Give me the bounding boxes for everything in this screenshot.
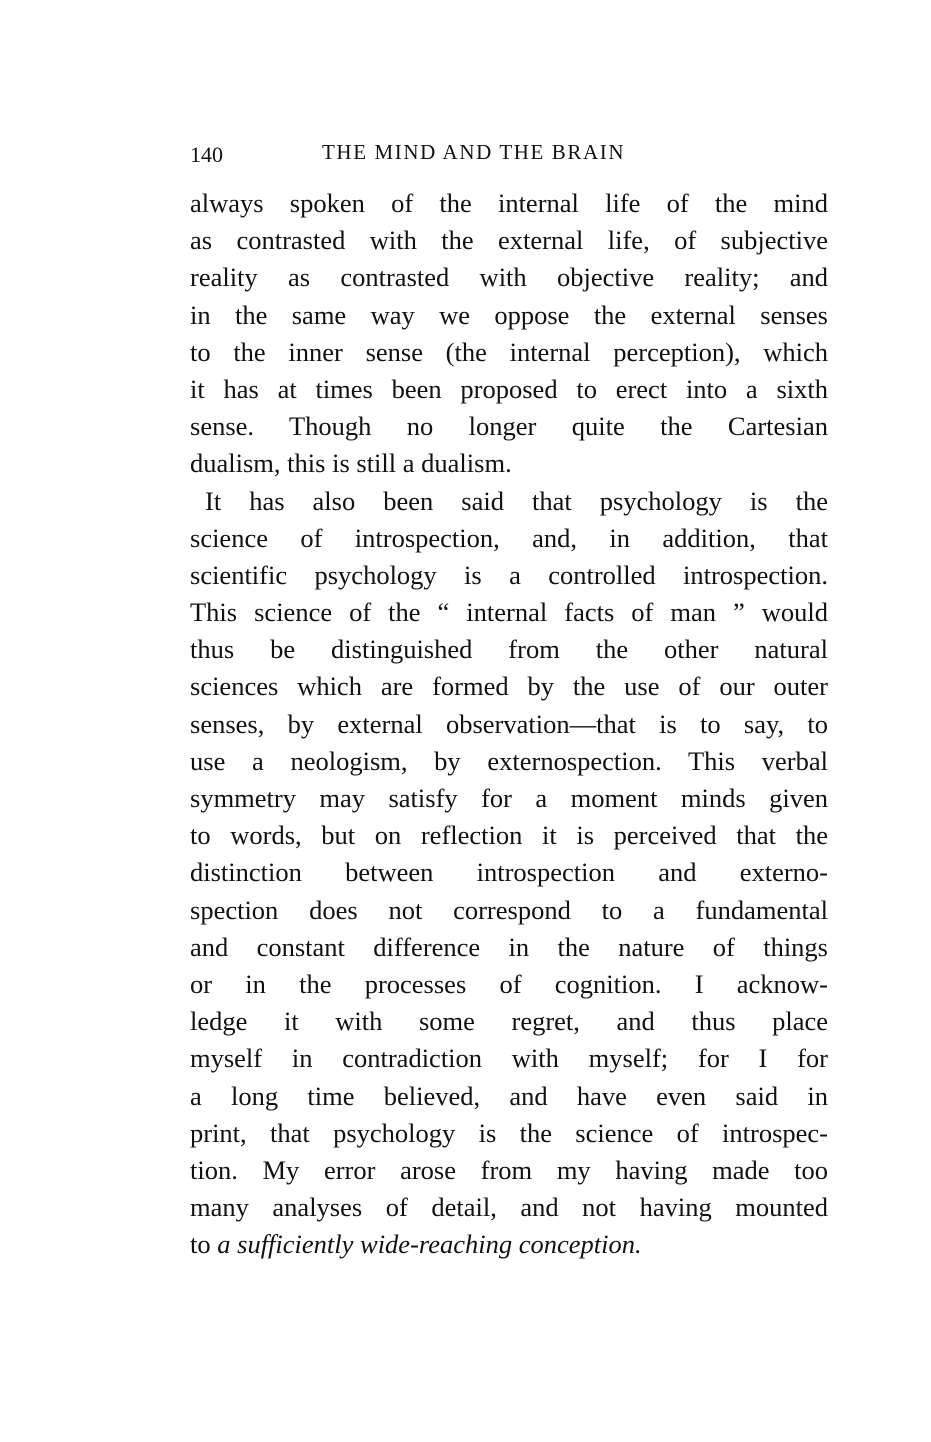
paragraph bbox=[190, 483, 828, 1264]
text-line: always spoken of the internal life of the mind bbox=[190, 188, 828, 218]
text-line: or in the processes of cognition. I acknow- bbox=[190, 968, 828, 999]
text-line: to words, but on reflection it is perceived that the bbox=[190, 820, 828, 851]
text-line: distinction between introspection and externo- bbox=[190, 857, 828, 888]
text-line: to the inner sense (the internal perception), which bbox=[190, 336, 828, 367]
running-head bbox=[190, 140, 828, 170]
body-text bbox=[190, 185, 828, 1263]
text-line: print, that psychology is the science of introspec- bbox=[190, 1117, 828, 1148]
text-line: myself in contradiction with myself; for I for bbox=[190, 1043, 828, 1074]
text-line: reality as contrasted with objective reality; and bbox=[190, 262, 828, 293]
text-line: thus be distinguished from the other natural bbox=[190, 634, 828, 665]
text-line: a long time believed, and have even said in bbox=[190, 1080, 828, 1111]
text-line: as contrasted with the external life, of subjective bbox=[190, 225, 828, 256]
text-line: symmetry may satisfy for a moment minds given bbox=[190, 783, 828, 813]
text-line: tion. My error arose from my having made too bbox=[190, 1154, 828, 1185]
text-line: It has also been said that psychology is the bbox=[205, 485, 828, 516]
text-line-prefix: to bbox=[190, 1229, 218, 1260]
text-line: in the same way we oppose the external senses bbox=[190, 299, 828, 330]
text-line: spection does not correspond to a fundamental bbox=[190, 894, 828, 925]
paragraph bbox=[190, 185, 828, 483]
text-line: many analyses of detail, and not having mounted bbox=[190, 1192, 828, 1223]
text-line: science of introspection, and, in addition, that bbox=[190, 522, 828, 553]
text-line: use a neologism, by externospection. This verbal bbox=[190, 745, 828, 776]
page-number: 140 bbox=[190, 142, 223, 167]
text-line: and constant difference in the nature of things bbox=[190, 931, 828, 962]
text-line: scientific psychology is a controlled introspection. bbox=[190, 559, 828, 590]
text-line bbox=[190, 1226, 828, 1263]
text-line: This science of the “ internal facts of man ” would bbox=[190, 597, 828, 628]
text-line: sense. Though no longer quite the Cartesian bbox=[190, 411, 828, 442]
text-line: sciences which are formed by the use of our outer bbox=[190, 671, 828, 702]
running-title: THE MIND AND THE BRAIN bbox=[322, 140, 626, 164]
italic-phrase: a sufficiently wide-reaching conception. bbox=[217, 1229, 642, 1260]
text-line: senses, by external observation—that is to say, to bbox=[190, 708, 828, 739]
text-line: dualism, this is still a dualism. bbox=[190, 448, 512, 479]
text-line: ledge it with some regret, and thus place bbox=[190, 1006, 828, 1037]
text-line: it has at times been proposed to erect into a sixth bbox=[190, 373, 828, 404]
